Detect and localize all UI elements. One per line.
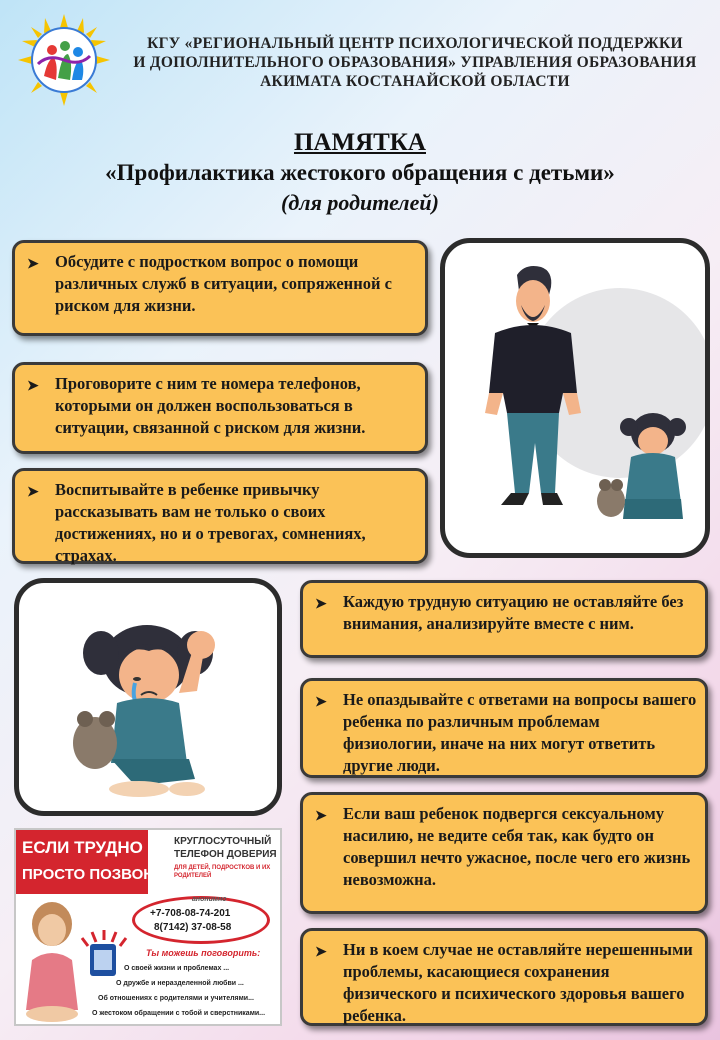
angry-adult-child-illustration xyxy=(445,243,705,553)
page-subtitle: «Профилактика жестокого обращения с детьми» xyxy=(105,160,615,185)
phone-number-1: +7-708-08-74-201 xyxy=(150,908,231,919)
hotline-poster xyxy=(14,828,282,1026)
phone-number-2: 8(7142) 37-08-58 xyxy=(154,922,232,933)
phone-icon xyxy=(76,930,134,980)
poster-headline-2: ПРОСТО ПОЗВОНИ xyxy=(22,866,165,883)
page-title-block xyxy=(0,128,720,218)
tip-card-5 xyxy=(300,678,708,778)
arrow-right-icon: ➤ xyxy=(315,597,327,612)
org-line-1: КГУ «РЕГИОНАЛЬНЫЙ ЦЕНТР ПСИХОЛОГИЧЕСКОЙ ПОДДЕРЖКИ xyxy=(147,35,683,52)
tip-card-1 xyxy=(12,240,428,336)
organization-header xyxy=(120,34,710,91)
page-audience: (для родителей) xyxy=(281,190,439,215)
tip-card-7 xyxy=(300,928,708,1026)
arrow-right-icon: ➤ xyxy=(27,379,39,394)
phone-bubble xyxy=(132,896,270,944)
tip-card-6 xyxy=(300,792,708,914)
tip-text: Обсудите с подростком вопрос о помощи различных служб в ситуации, сопряженной с риском для жизни. xyxy=(55,252,392,315)
illustration-adult-and-child xyxy=(440,238,710,558)
org-line-2: И ДОПОЛНИТЕЛЬНОГО ОБРАЗОВАНИЯ» УПРАВЛЕНИЯ ОБРАЗОВАНИЯ xyxy=(133,54,697,71)
hotline-subtitle: ДЛЯ ДЕТЕЙ, ПОДРОСТКОВ И ИХ РОДИТЕЛЕЙ xyxy=(174,865,271,879)
crying-girl-illustration xyxy=(19,583,277,811)
topic-2: О дружбе и неразделенной любви ... xyxy=(116,980,244,987)
tip-text: Не опаздывайте с ответами на вопросы вашего ребенка по различным проблемам физиологии, иначе на них могут ответить другие люди. xyxy=(343,690,697,775)
page-title: ПАМЯТКА xyxy=(293,129,426,156)
tip-text: Ни в коем случае не оставляйте нерешенными проблемы, касающиеся сохранения физического и психического здоровья вашего ребенка. xyxy=(343,940,693,1025)
tip-card-3 xyxy=(12,468,428,564)
sad-child-photo xyxy=(22,900,82,1022)
arrow-right-icon: ➤ xyxy=(315,695,327,710)
arrow-right-icon: ➤ xyxy=(27,485,39,500)
tip-text: Если ваш ребенок подвергся сексуальному насилию, не ведите себя так, как будто он совершил нечто ужасное, после чего его жизнь невозможна. xyxy=(343,804,691,889)
poster-headline-1: ЕСЛИ ТРУДНО - xyxy=(22,838,154,857)
anon-label: анонимно xyxy=(192,896,227,903)
tip-text: Воспитывайте в ребенке привычку рассказывать вам не только о своих достижениях, но и о тревогах, сомнениях, страхах. xyxy=(55,480,366,565)
tip-text: Каждую трудную ситуацию не оставляйте без внимания, анализируйте вместе с ним. xyxy=(343,592,684,633)
topic-4: О жестоком обращении с тобой и сверстниками... xyxy=(92,1010,266,1017)
hotline-title-1: КРУГЛОСУТОЧНЫЙ xyxy=(174,836,272,847)
arrow-right-icon: ➤ xyxy=(315,809,327,824)
arrow-right-icon: ➤ xyxy=(315,945,327,960)
topic-3: Об отношениях с родителями и учителями... xyxy=(98,995,254,1002)
center-logo xyxy=(18,14,110,106)
tip-card-4 xyxy=(300,580,708,658)
topic-1: О своей жизни и проблемах ... xyxy=(124,965,230,972)
org-line-3: АКИМАТА КОСТАНАЙСКОЙ ОБЛАСТИ xyxy=(260,73,570,90)
tip-card-2 xyxy=(12,362,428,454)
can-talk-label: Ты можешь поговорить: xyxy=(146,948,261,958)
hotline-title-2: ТЕЛЕФОН ДОВЕРИЯ xyxy=(174,849,277,860)
tip-text: Проговорите с ним те номера телефонов, которыми он должен воспользоваться в ситуации, связанной с риском для жизни. xyxy=(55,374,366,437)
illustration-crying-girl xyxy=(14,578,282,816)
arrow-right-icon: ➤ xyxy=(27,257,39,272)
